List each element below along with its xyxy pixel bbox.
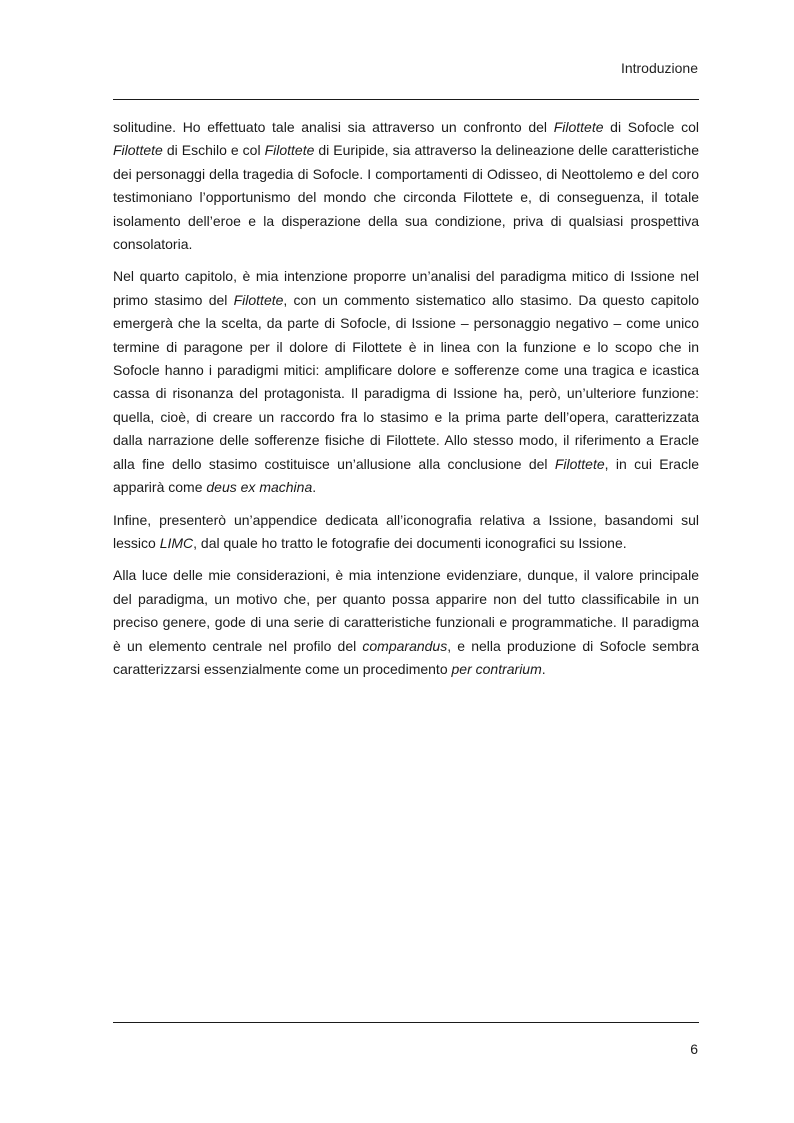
italic-text-run: per contrarium — [451, 660, 542, 677]
text-run: solitudine. Ho effettuato tale analisi sia attraverso un confronto del — [113, 119, 554, 135]
text-run: . — [312, 479, 317, 496]
text-run: Infine, presenterò un’appendice dedicata all’iconografia relativa a Issione, basandomi sul lessico — [113, 511, 699, 551]
running-header: Introduzione — [620, 60, 698, 76]
text-run: . — [541, 660, 546, 677]
footer-rule — [113, 1022, 699, 1023]
text-run: , e nella produzione di Sofocle sembra caratterizzarsi essenzialmente come un procedimento — [113, 637, 699, 677]
text-run: di Eschilo e col — [162, 142, 265, 159]
text-run: di Euripide, sia attraverso la delineazione delle caratteristiche dei personaggi della tragedia di Sofocle. I comportamenti di Odisseo, di Neottolemo e del coro testimoniano l’opportunismo del mondo che circonda Filottete e, di conseguenza, il totale isolamento dell’eroe e la disperazione della sua condizione, priva di qualsiasi prospettiva consolatoria. — [113, 142, 699, 253]
italic-text-run: Filottete — [553, 119, 604, 135]
italic-text-run: Filottete — [113, 142, 163, 159]
text-run: , in cui Eracle apparirà come — [113, 455, 699, 496]
paragraph-4 — [113, 564, 699, 681]
italic-text-run: Filottete — [264, 142, 315, 159]
page-number: 6 — [690, 1041, 698, 1057]
paragraph-2 — [113, 265, 699, 499]
paragraph-3 — [113, 509, 699, 556]
italic-text-run: deus ex machina — [206, 479, 313, 496]
italic-text-run: Filottete — [233, 291, 284, 308]
text-run: , con un commento sistematico allo stasimo. Da questo capitolo emergerà che la scelta, da parte di Sofocle, di Issione – personaggio negativo – come unico termine di paragone per il dolore di Filottete è in linea con la funzione e lo scopo che in Sofocle hanno i paradigmi mitici: amplificare dolore e sofferenze come una tragica e icastica cassa di risonanza del protagonista. Il paradigma di Issione ha, però, un’ulteriore funzione: quella, cioè, di creare un raccordo fra lo stasimo e la prima parte dell’opera, caratterizzata dalla narrazione delle sofferenze fisiche di Filottete. Allo stesso modo, il riferimento a Eracle alla fine dello stasimo costituisce un’allusione alla conclusione del — [113, 291, 699, 472]
text-run: , dal quale ho tratto le fotografie dei documenti iconografici su Issione. — [193, 534, 627, 551]
italic-text-run: Filottete — [554, 455, 605, 472]
text-run: Nel quarto capitolo, è mia intenzione proporre un’analisi del paradigma mitico di Issione nel primo stasimo del — [113, 268, 699, 308]
italic-text-run: comparandus — [362, 637, 448, 654]
text-run: Alla luce delle mie considerazioni, è mia intenzione evidenziare, dunque, il valore principale del paradigma, un motivo che, per quanto possa apparire non del tutto classificabile in un preciso genere, gode di una serie di caratteristiche funzionali e programmatiche. Il paradigma è un elemento centrale nel profilo del — [113, 567, 699, 654]
text-run: di Sofocle col — [603, 119, 699, 135]
body-text — [113, 116, 699, 690]
italic-text-run: LIMC — [159, 534, 194, 551]
header-rule — [113, 99, 699, 100]
paragraph-1 — [113, 116, 699, 256]
